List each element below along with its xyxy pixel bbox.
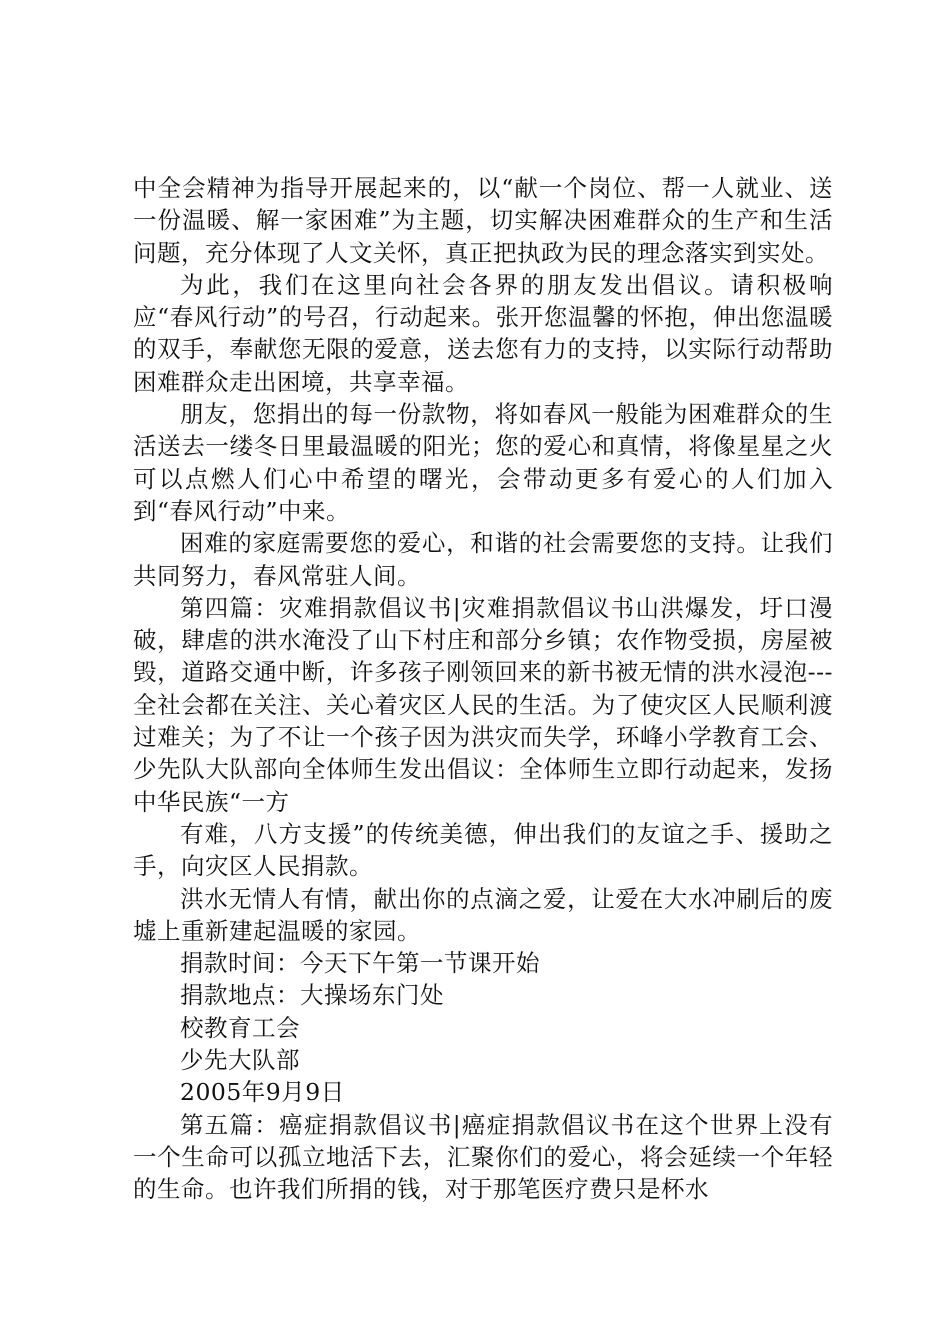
paragraph-friends: 朋友，您捐出的每一份款物，将如春风一般能为困难群众的生活送去一缕冬日里最温暖的阳光；您的爱心和真情，将像星星之火可以点燃人们心中希望的曙光，会带动更多有爱心的人们加入到“春风行动”中来。 xyxy=(133,400,833,525)
paragraph-continuation: 中全会精神为指导开展起来的，以“献一个岗位、帮一人就业、送一份温暖、解一家困难”为主题，切实解决困难群众的生产和生活问题，充分体现了人文关怀，真正把执政为民的理念落实到实处。 xyxy=(133,174,833,267)
paragraph-harmony: 困难的家庭需要您的爱心，和谐的社会需要您的支持。让我们共同努力，春风常驻人间。 xyxy=(133,529,833,590)
signature-union: 校教育工会 xyxy=(180,1013,300,1042)
paragraph-flood-love: 洪水无情人有情，献出你的点滴之爱，让爱在大水冲刷后的废墟上重新建起温暖的家园。 xyxy=(133,884,833,945)
paragraph-chapter-four: 第四篇：灾难捐款倡议书|灾难捐款倡议书山洪爆发，圩口漫破，肆虐的洪水淹没了山下村庄和部分乡镇；农作物受损，房屋被毁，道路交通中断，许多孩子刚领回来的新书被无情的洪水浸泡---全社会都在关注、关心着灾区人民的生活。为了使灾区人民顺利渡过难关；为了不让一个孩子因为洪灾而失学，环峰小学教育工会、少先队大队部向全体师生发出倡议：全体师生立即行动起来，发扬中华民族“一方 xyxy=(133,593,833,816)
donation-location: 捐款地点：大操场东门处 xyxy=(180,981,444,1010)
donation-time: 捐款时间：今天下午第一节课开始 xyxy=(180,949,540,978)
paragraph-appeal: 为此，我们在这里向社会各界的朋友发出倡议。请积极响应“春风行动”的号召，行动起来。张开您温馨的怀抱，伸出您温暖的双手，奉献您无限的爱意，送去您有力的支持，以实际行动帮助困难群众走出困境，共享幸福。 xyxy=(133,270,833,396)
signature-pioneers: 少先大队部 xyxy=(180,1046,300,1075)
paragraph-virtue: 有难，八方支援”的传统美德，伸出我们的友谊之手、援助之手，向灾区人民捐款。 xyxy=(133,819,833,881)
paragraph-chapter-five: 第五篇：癌症捐款倡议书|癌症捐款倡议书在这个世界上没有一个生命可以孤立地活下去，汇聚你们的爱心，将会延续一个年轻的生命。也许我们所捐的钱，对于那笔医疗费只是杯水 xyxy=(133,1110,833,1204)
document-date: 2005年9月9日 xyxy=(180,1078,345,1107)
document-body xyxy=(133,172,833,1206)
